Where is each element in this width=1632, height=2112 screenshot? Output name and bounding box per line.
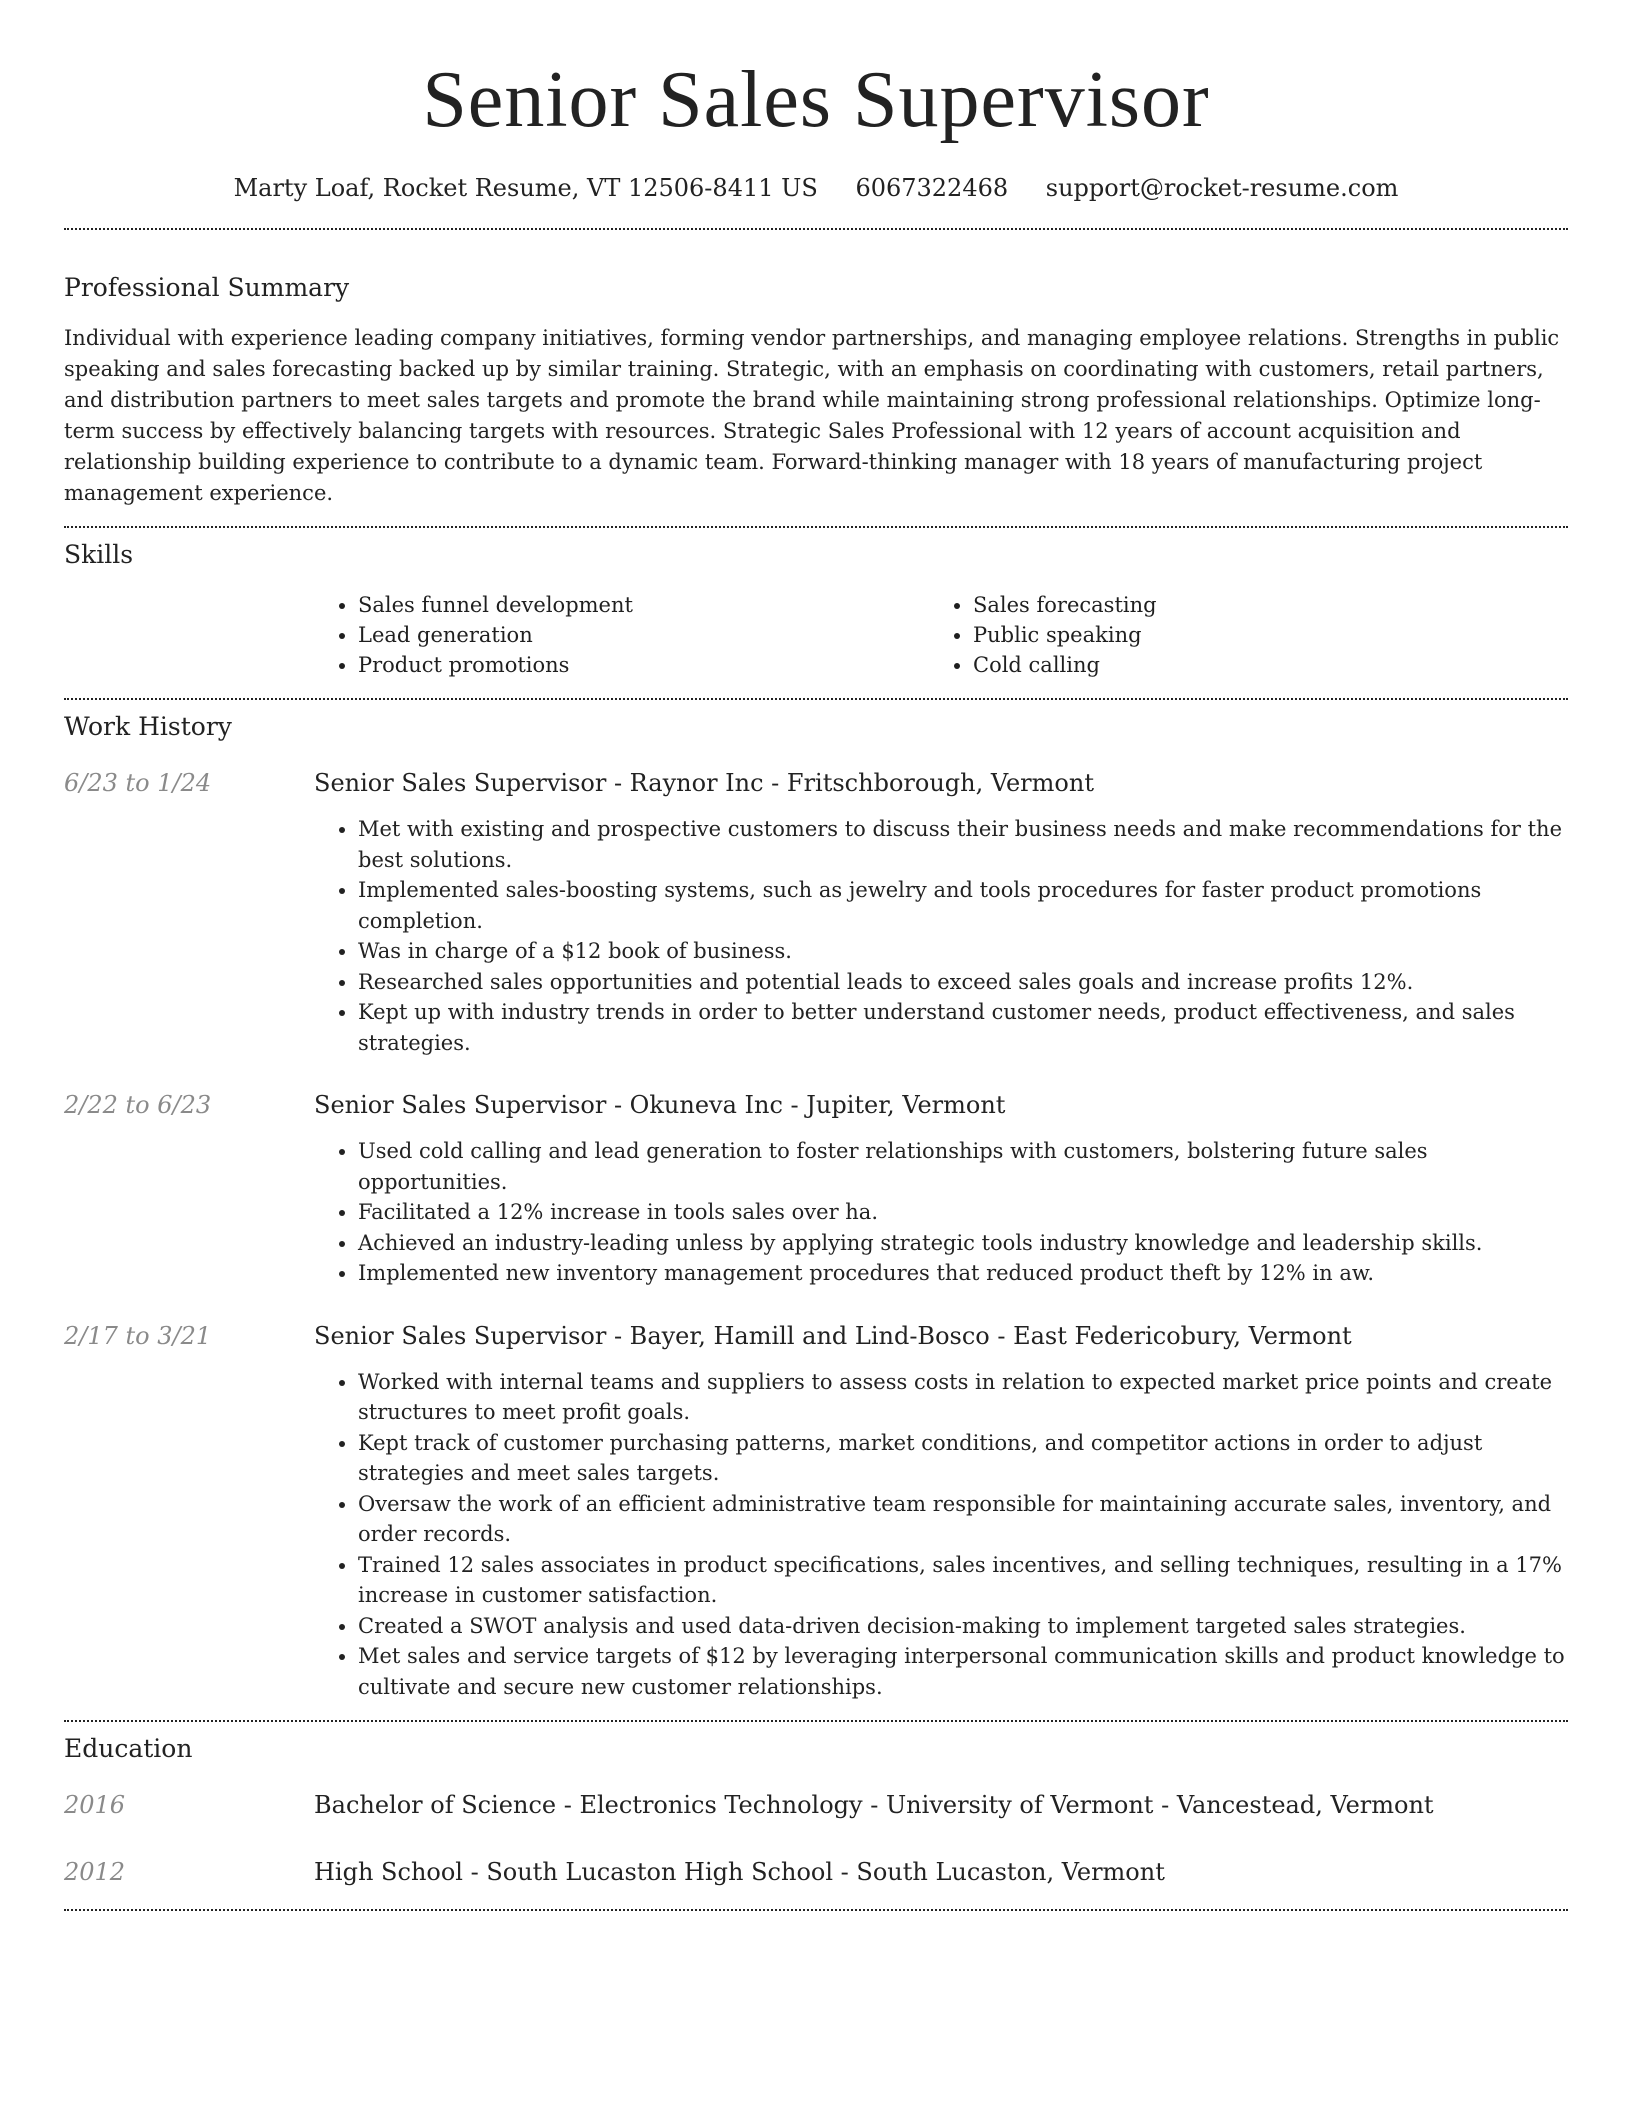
contact-email: support@rocket-resume.com [1045,174,1399,202]
list-item: • Met sales and service targets of $12 by leveraging interpersonal communication skills and product knowledge to cultivate and secure new customer relationships. [358,1641,1568,1702]
list-item: • Facilitated a 12% increase in tools sales over ha. [358,1197,1568,1228]
list-item: • Trained 12 sales associates in product specifications, sales incentives, and selling techniques, resulting in a 17% increase in customer satisfaction. [358,1550,1568,1611]
job-bullets [314,814,1568,1058]
skills-heading: Skills [64,540,134,569]
education-year: 2016 [64,1791,126,1819]
list-item: • Worked with internal teams and suppliers to assess costs in relation to expected market price points and create structures to meet profit goals. [358,1367,1568,1428]
summary-heading: Professional Summary [64,273,350,302]
list-item: • Used cold calling and lead generation to foster relationships with customers, bolstering future sales opportunities. [358,1136,1568,1197]
job-dates: 6/23 to 1/24 [64,769,212,797]
education-entry [64,1788,1568,1822]
contact-address: Marty Loaf, Rocket Resume, VT 12506-8411 US [233,174,818,202]
divider [64,1720,1568,1722]
list-item: • Implemented new inventory management procedures that reduced product theft by 12% in aw. [358,1258,1568,1289]
summary-text: Individual with experience leading company initiatives, forming vendor partnerships, and managing employee relations. Strengths in public speaking and sales forecasting backed up by similar training. Strategic, with an emphasis on coordinating with customers, retail partners, and distribution partners to meet sales targets and promote the brand while maintaining strong professional relationships. Optimize long-term success by effectively balancing targets with resources. Strategic Sales Professional with 12 years of account acquisition and relationship building experience to contribute to a dynamic team. Forward-thinking manager with 18 years of manufacturing project management experience. [64,326,1560,505]
list-item: • Met with existing and prospective customers to discuss their business needs and make recommendations for the best solutions. [358,814,1568,875]
skill-item: • Product promotions [358,650,929,680]
work-heading: Work History [64,712,232,741]
job-bullets [314,1136,1568,1289]
skills-column-left [314,590,929,680]
education-title: High School - South Lucaston High School - South Lucaston, Vermont [314,1858,1165,1886]
skills-column-right [929,590,1544,680]
job-dates: 2/22 to 6/23 [64,1091,212,1119]
job-title: Senior Sales Supervisor - Bayer, Hamill and Lind-Bosco - East Federicobury, Vermont [314,1321,1352,1350]
job-title: Senior Sales Supervisor - Raynor Inc - Fritschborough, Vermont [314,769,1094,797]
list-item: • Implemented sales-boosting systems, such as jewelry and tools procedures for faster product promotions completion. [358,875,1568,936]
list-item: • Kept track of customer purchasing patterns, market conditions, and competitor actions in order to adjust strategies and meet sales targets. [358,1428,1568,1489]
divider [64,698,1568,700]
education-year: 2012 [64,1858,126,1886]
list-item: • Achieved an industry-leading unless by applying strategic tools industry knowledge and leadership skills. [358,1228,1568,1259]
skills-list [314,590,1568,680]
job-entry [64,1088,1568,1289]
list-item: • Was in charge of a $12 book of business. [358,936,1568,967]
skill-item: • Public speaking [973,620,1544,650]
education-title: Bachelor of Science - Electronics Technology - University of Vermont - Vancestead, Vermont [314,1791,1434,1819]
list-item: • Researched sales opportunities and potential leads to exceed sales goals and increase profits 12%. [358,967,1568,998]
job-bullets [314,1367,1568,1703]
list-item: • Created a SWOT analysis and used data-driven decision-making to implement targeted sales strategies. [358,1611,1568,1642]
list-item: • Oversaw the work of an efficient administrative team responsible for maintaining accurate sales, inventory, and order records. [358,1489,1568,1550]
skill-item: • Sales forecasting [973,590,1544,620]
skill-item: • Lead generation [358,620,929,650]
resume-page [64,0,1568,1911]
job-entry [64,1319,1568,1703]
skill-item: • Cold calling [973,650,1544,680]
skill-item: • Sales funnel development [358,590,929,620]
resume-title: Senior Sales Supervisor [422,56,1210,144]
job-title: Senior Sales Supervisor - Okuneva Inc - Jupiter, Vermont [314,1091,1006,1119]
job-dates: 2/17 to 3/21 [64,1321,212,1350]
divider [64,1909,1568,1911]
education-heading: Education [64,1734,193,1763]
divider [64,228,1568,230]
contact-phone: 6067322468 [855,174,1009,202]
job-entry [64,766,1568,1058]
education-entry [64,1855,1568,1889]
list-item: • Kept up with industry trends in order to better understand customer needs, product effectiveness, and sales strategies. [358,997,1568,1058]
divider [64,526,1568,528]
contact-line [64,172,1568,204]
